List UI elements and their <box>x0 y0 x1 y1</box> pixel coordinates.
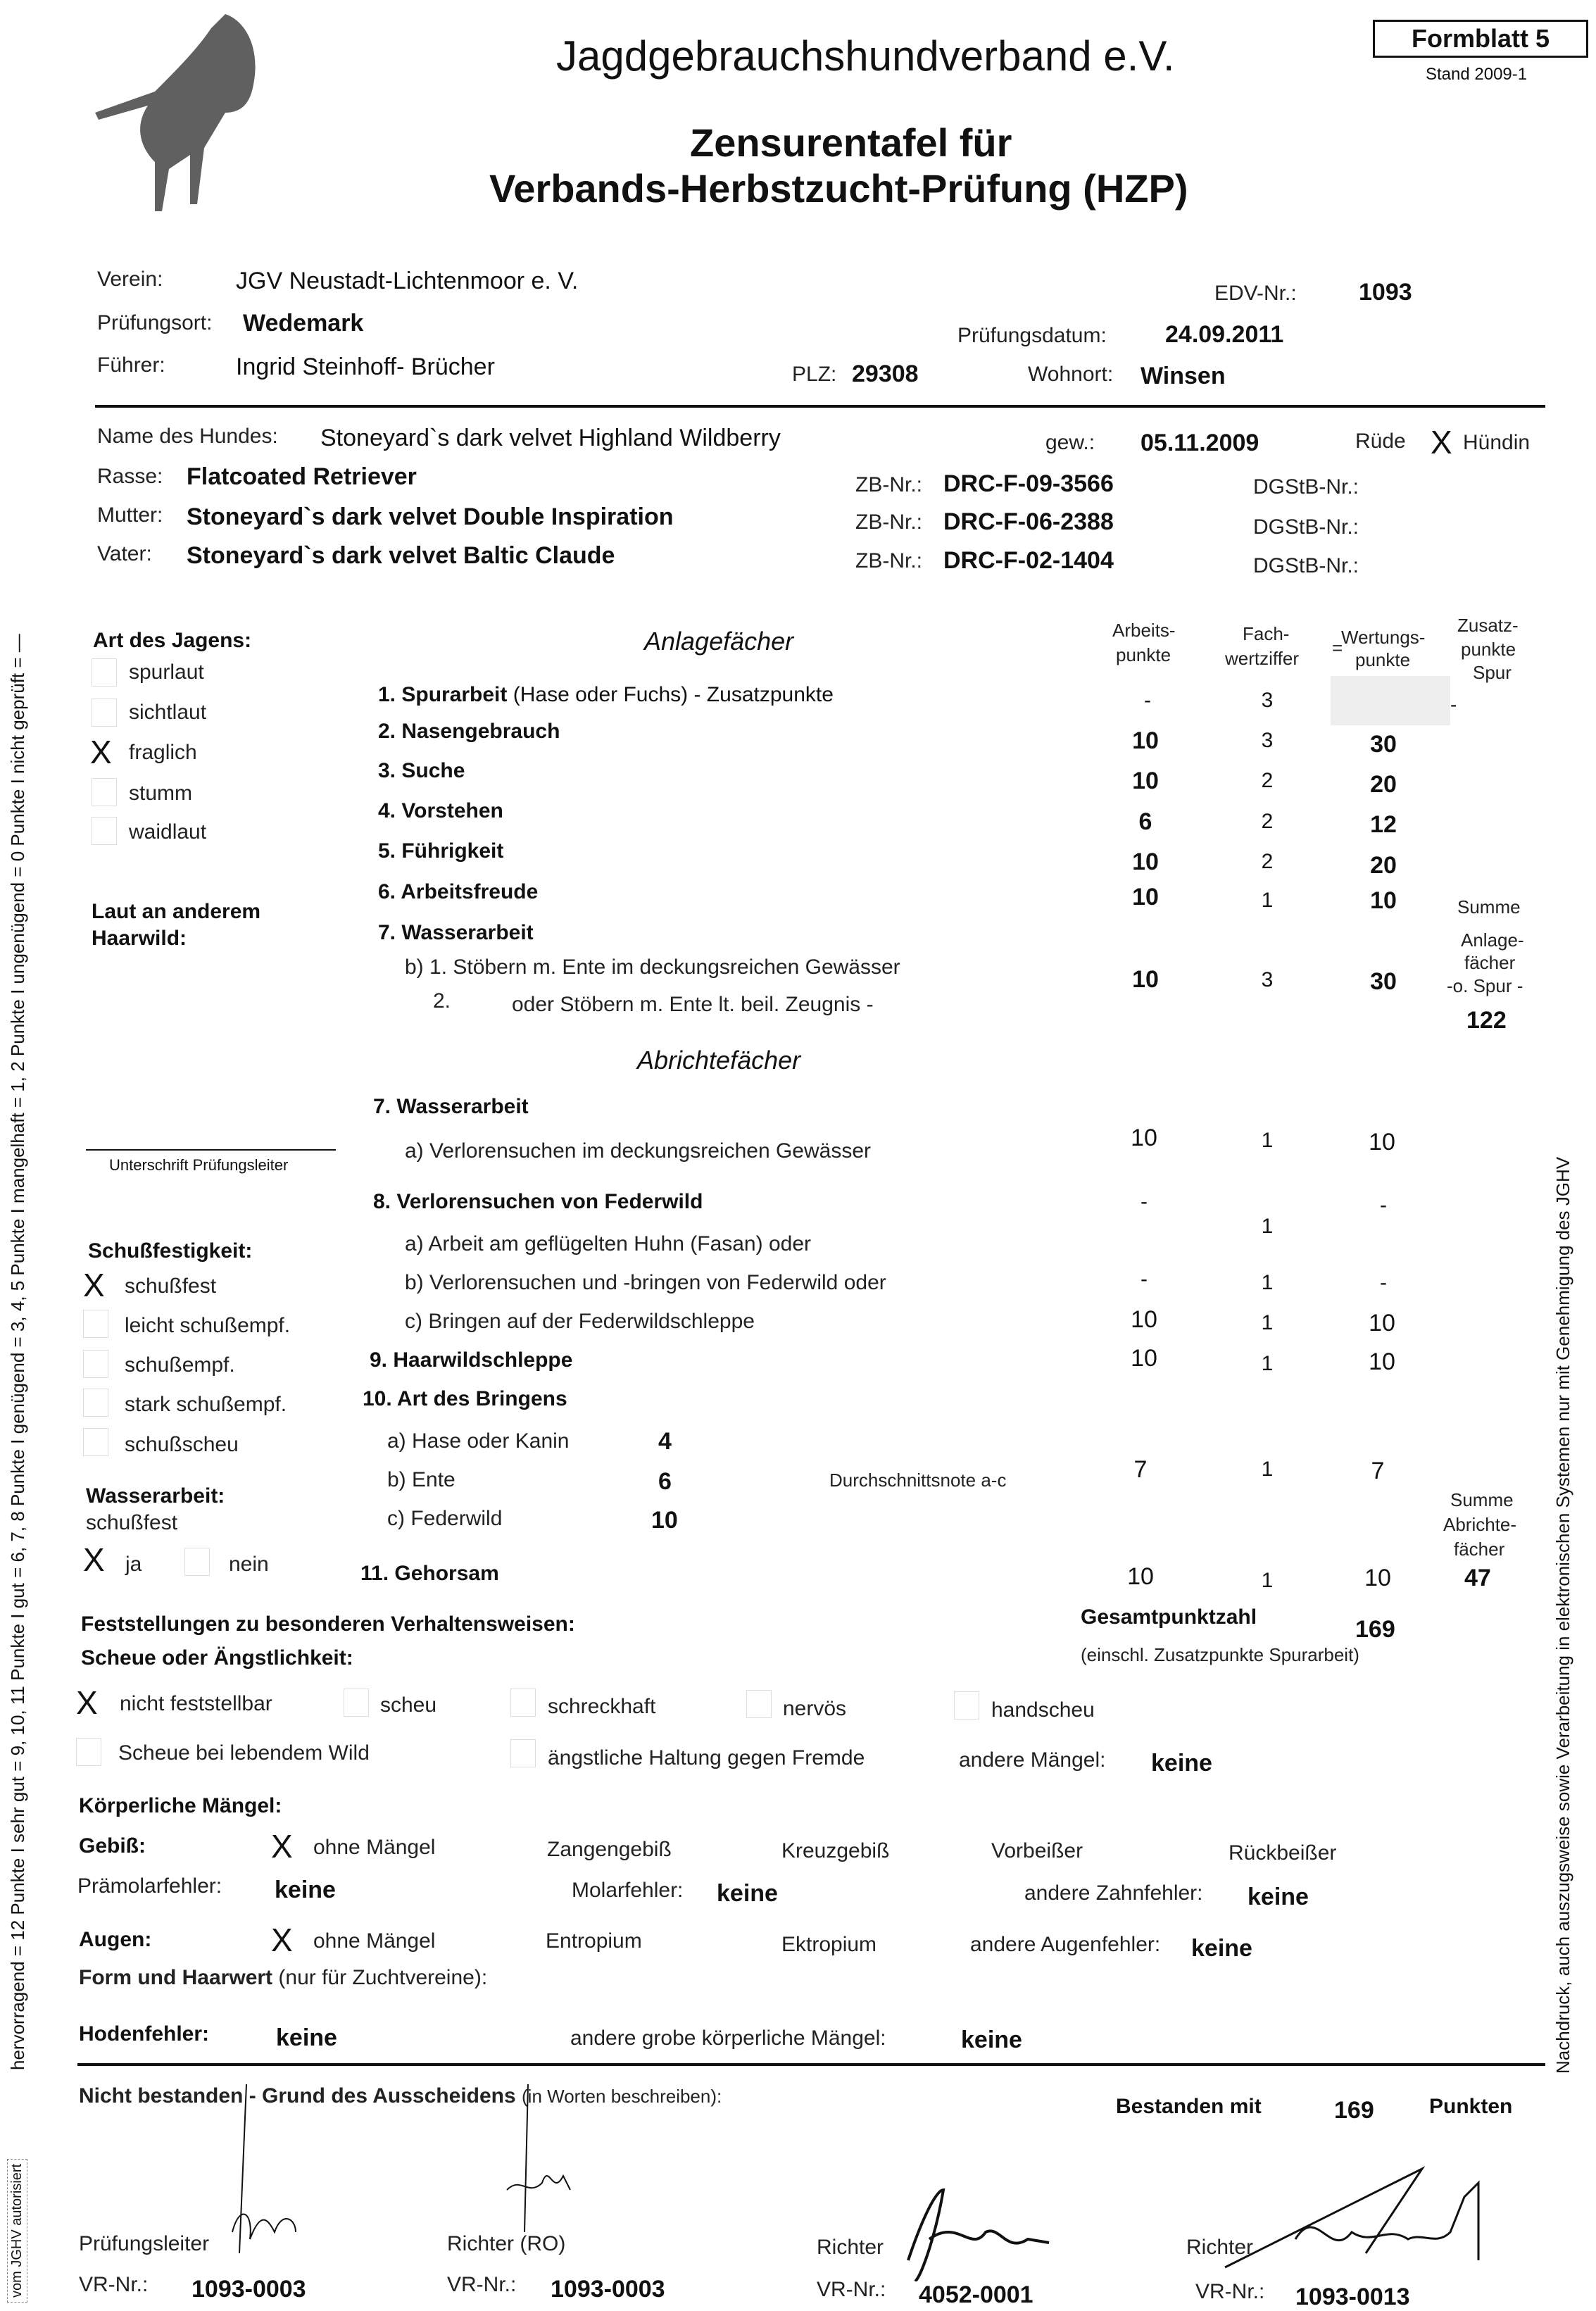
edv-label: EDV-Nr.: <box>1214 282 1297 305</box>
a10a-value: 4 <box>658 1428 672 1455</box>
role-richter-2: Richter <box>817 2236 884 2259</box>
dgstb-label-mutter: DGStB-Nr.: <box>1253 515 1359 539</box>
sichtlaut-label: sichtlaut <box>129 701 207 724</box>
title-line2: Verbands-Herbstzucht-Prüfung (HZP) <box>489 166 1188 211</box>
augen-ohne-maengel-checkbox-checked[interactable]: X <box>271 1922 293 1958</box>
nicht-feststellbar-checkbox-checked[interactable]: X <box>76 1684 98 1721</box>
gesamt-note: (einschl. Zusatzpunkte Spurarbeit) <box>1081 1644 1359 1665</box>
wasser-title: Wasserarbeit: <box>86 1484 225 1508</box>
zahn-label: andere Zahnfehler: <box>1024 1881 1203 1905</box>
signature-4-icon <box>1211 2141 1507 2281</box>
vr-value-4: 1093-0013 <box>1295 2284 1410 2310</box>
row-a8a: a) Arbeit am geflügelten Huhn (Fasan) oder <box>405 1232 811 1255</box>
row-a7: 7. Wasserarbeit <box>373 1095 529 1118</box>
r2-arbeit: 10 <box>1132 727 1159 754</box>
col-eq: = <box>1332 637 1343 658</box>
verein-label: Verein: <box>97 268 163 291</box>
a7a-arbeit: 10 <box>1131 1125 1157 1151</box>
org-name: Jagdgebrauchshundverband e.V. <box>556 32 1175 80</box>
row-7b2-num: 2. <box>433 989 451 1013</box>
handscheu-checkbox[interactable] <box>954 1691 979 1720</box>
r5-fach: 2 <box>1261 850 1274 873</box>
row-a10b: b) Ente <box>387 1468 455 1491</box>
r6-wertung: 10 <box>1370 887 1397 914</box>
r5-arbeit: 10 <box>1132 848 1159 875</box>
behavior-title: Feststellungen zu besonderen Verhaltensweisen: <box>81 1612 575 1636</box>
a8c-wertung: 10 <box>1369 1310 1395 1336</box>
r5-wertung: 20 <box>1370 852 1397 879</box>
summe-abricht-1: Summe <box>1450 1489 1514 1510</box>
spurlaut-checkbox[interactable] <box>92 658 117 687</box>
datum-label: Prüfungsdatum: <box>957 324 1107 347</box>
r4-wertung: 12 <box>1370 811 1397 838</box>
row-a11: 11. Gehorsam <box>360 1562 499 1585</box>
vr-label-3: VR-Nr.: <box>817 2278 886 2301</box>
r1-fach: 3 <box>1261 689 1274 712</box>
sichtlaut-checkbox[interactable] <box>92 699 117 727</box>
col-wertung-1: Wertungs- <box>1341 627 1426 648</box>
huendin-label: Hündin <box>1463 431 1531 454</box>
andere-maengel-value: keine <box>1151 1750 1212 1777</box>
zb-label-mutter: ZB-Nr.: <box>855 511 922 534</box>
row-a8: 8. Verlorensuchen von Federwild <box>373 1190 703 1213</box>
rasse-label: Rasse: <box>97 465 163 488</box>
role-richter-3: Richter <box>1186 2236 1254 2259</box>
r6-fach: 1 <box>1261 889 1274 912</box>
fremde-label: ängstliche Haltung gegen Fremde <box>548 1746 865 1770</box>
augen-andere-label: andere Augenfehler: <box>970 1933 1161 1956</box>
a10b-value: 6 <box>658 1468 672 1495</box>
row-7b1: b) 1. Stöbern m. Ente im deckungsreichen Gewässer <box>405 956 900 979</box>
signature-line <box>86 1149 336 1151</box>
zb-label-hund: ZB-Nr.: <box>855 473 922 496</box>
a8c-fach: 1 <box>1261 1311 1274 1334</box>
a8b-arbeit: - <box>1141 1267 1148 1291</box>
r3-arbeit: 10 <box>1132 768 1159 794</box>
bestanden-value: 169 <box>1334 2097 1374 2124</box>
summe-abricht-value: 47 <box>1464 1565 1491 1591</box>
grobe-value: keine <box>961 2027 1022 2053</box>
anlage-title: Anlagefächer <box>644 627 794 656</box>
mutter-label: Mutter: <box>97 503 163 527</box>
zangengebiss-label: Zangengebiß <box>547 1838 672 1861</box>
a10-wertung: 7 <box>1371 1458 1385 1484</box>
role-pruefungsleiter: Prüfungsleiter <box>79 2232 210 2255</box>
dgstb-label-vater: DGStB-Nr.: <box>1253 554 1359 577</box>
schussscheu-label: schußscheu <box>125 1433 239 1456</box>
row-spurarbeit: 1. Spurarbeit (Hase oder Fuchs) - Zusatzpunkte <box>378 683 834 706</box>
plz-value: 29308 <box>852 361 919 387</box>
r3-fach: 2 <box>1261 769 1274 792</box>
r4-fach: 2 <box>1261 810 1274 833</box>
r1-zusatz: - <box>1450 694 1457 715</box>
vr-value-3: 4052-0001 <box>919 2281 1033 2308</box>
r2-wertung: 30 <box>1370 731 1397 758</box>
stark-schussempf-checkbox[interactable] <box>83 1389 108 1417</box>
col-zusatz-1: Zusatz- <box>1457 615 1519 636</box>
datum-value: 24.09.2011 <box>1165 321 1284 348</box>
ja-checkbox-checked[interactable]: X <box>83 1541 105 1578</box>
stumm-checkbox[interactable] <box>92 778 117 806</box>
signature-1-icon <box>211 2077 324 2260</box>
waidlaut-label: waidlaut <box>129 820 207 844</box>
fuehrer-value: Ingrid Steinhoff- Brücher <box>236 353 495 380</box>
rueckbeisser-label: Rückbeißer <box>1229 1841 1337 1865</box>
schreckhaft-checkbox[interactable] <box>510 1689 536 1717</box>
praemolar-label: Prämolarfehler: <box>77 1874 222 1898</box>
grobe-label: andere grobe körperliche Mängel: <box>570 2027 886 2050</box>
gesamt-value: 169 <box>1355 1616 1395 1643</box>
ort-value: Wedemark <box>243 310 364 337</box>
spurlaut-label: spurlaut <box>129 660 204 684</box>
jghv-stamp: vom JGHV autorisiert <box>7 2159 27 2303</box>
a8c-arbeit: 10 <box>1131 1306 1157 1333</box>
row-a8c: c) Bringen auf der Federwildschleppe <box>405 1310 755 1333</box>
summe-abricht-3: fächer <box>1454 1539 1505 1560</box>
summe-abricht-2: Abrichte- <box>1443 1514 1517 1535</box>
r7b-fach: 3 <box>1261 968 1274 991</box>
molar-value: keine <box>717 1880 778 1907</box>
zb-vater-value: DRC-F-02-1404 <box>943 547 1114 574</box>
a7a-wertung: 10 <box>1369 1129 1395 1156</box>
dog-name-value: Stoneyard`s dark velvet Highland Wildberry <box>320 425 781 451</box>
nicht-feststellbar-label: nicht feststellbar <box>120 1692 272 1715</box>
r7b-arbeit: 10 <box>1132 966 1159 993</box>
rasse-value: Flatcoated Retriever <box>187 463 417 490</box>
a10-average-label: Durchschnittsnote a-c <box>829 1470 1007 1491</box>
row-a10a: a) Hase oder Kanin <box>387 1429 570 1453</box>
schreckhaft-label: schreckhaft <box>548 1695 656 1718</box>
a8-wertung: - <box>1380 1194 1387 1217</box>
molar-label: Molarfehler: <box>572 1879 684 1902</box>
row-7b2: oder Stöbern m. Ente lt. beil. Zeugnis - <box>512 993 874 1016</box>
gesamt-label: Gesamtpunktzahl <box>1081 1605 1257 1629</box>
summe-anlage-1: Summe <box>1457 896 1521 917</box>
schussfest-checkbox-checked[interactable]: X <box>83 1267 105 1303</box>
role-richter-ro: Richter (RO) <box>447 2232 566 2255</box>
dog-name-label: Name des Hundes: <box>97 425 278 448</box>
hoden-label: Hodenfehler: <box>79 2022 210 2046</box>
zb-label-vater: ZB-Nr.: <box>855 549 922 572</box>
nervoes-checkbox[interactable] <box>746 1690 772 1718</box>
summe-anlage-3: fächer <box>1464 952 1516 973</box>
leicht-schussempf-label: leicht schußempf. <box>125 1314 291 1337</box>
r7b-wertung: 30 <box>1370 968 1397 995</box>
schussscheu-checkbox[interactable] <box>83 1428 108 1456</box>
a11-fach: 1 <box>1261 1569 1274 1592</box>
fraglich-checkbox-checked[interactable]: X <box>90 734 112 770</box>
gebiss-ohne-maengel-label: ohne Mängel <box>313 1836 436 1859</box>
nein-checkbox[interactable] <box>184 1548 210 1576</box>
vr-label-1: VR-Nr.: <box>79 2273 149 2296</box>
augen-ohne-maengel-label: ohne Mängel <box>313 1929 436 1953</box>
a7a-fach: 1 <box>1261 1129 1274 1152</box>
row-fuehrigkeit: 5. Führigkeit <box>378 839 504 863</box>
ja-label: ja <box>125 1553 142 1576</box>
ort-label: Prüfungsort: <box>97 311 213 334</box>
andere-maengel-label: andere Mängel: <box>959 1748 1106 1772</box>
vr-value-2: 1093-0003 <box>551 2276 665 2303</box>
zb-mutter-value: DRC-F-06-2388 <box>943 508 1114 535</box>
mutter-value: Stoneyard`s dark velvet Double Inspiration <box>187 503 674 530</box>
schuss-title: Schußfestigkeit: <box>88 1239 253 1263</box>
row-a8b: b) Verlorensuchen und -bringen von Federwild oder <box>405 1271 886 1294</box>
vater-value: Stoneyard`s dark velvet Baltic Claude <box>187 542 615 569</box>
hoden-value: keine <box>276 2024 337 2051</box>
row-wasserarbeit: 7. Wasserarbeit <box>378 921 534 944</box>
signature-3-icon <box>894 2176 1063 2281</box>
a9-wertung: 10 <box>1369 1348 1395 1375</box>
augen-andere-value: keine <box>1191 1935 1252 1962</box>
col-fach-2: wertziffer <box>1225 648 1299 669</box>
wohnort-label: Wohnort: <box>1028 363 1114 386</box>
stand: Stand 2009-1 <box>1426 65 1528 84</box>
fuehrer-label: Führer: <box>97 353 165 377</box>
huendin-checkbox-checked[interactable]: X <box>1431 424 1452 461</box>
waidlaut-checkbox[interactable] <box>92 817 117 845</box>
summe-anlage-2: Anlage- <box>1461 929 1524 951</box>
col-zusatz-2: punkte <box>1461 639 1516 660</box>
scheue-wild-checkbox[interactable] <box>76 1738 101 1766</box>
fremde-checkbox[interactable] <box>510 1739 536 1767</box>
row-a10c: c) Federwild <box>387 1507 503 1530</box>
col-wertung-2: punkte <box>1355 649 1411 670</box>
fraglich-label: fraglich <box>129 741 197 764</box>
summe-anlage-4: -o. Spur - <box>1447 975 1523 996</box>
schussempf-checkbox[interactable] <box>83 1350 108 1378</box>
zb-hund-value: DRC-F-09-3566 <box>943 470 1114 497</box>
a8b-wertung: - <box>1380 1271 1387 1294</box>
r1-arbeit: - <box>1144 689 1151 712</box>
gew-value: 05.11.2009 <box>1141 430 1259 456</box>
copyright-margin: Nachdruck, auch auszugsweise sowie Verarbeitung in elektronischen Systemen nur mit Genehmigung des JGHV <box>1552 1156 1573 2074</box>
scheue-title: Scheue oder Ängstlichkeit: <box>81 1646 353 1670</box>
r1-wertung-shaded <box>1331 676 1450 725</box>
wasser-sub: schußfest <box>86 1511 178 1534</box>
gew-label: gew.: <box>1045 431 1095 454</box>
scheue-wild-label: Scheue bei lebendem Wild <box>118 1741 370 1765</box>
divider-1 <box>95 405 1545 408</box>
laut-title-1: Laut an anderem <box>92 900 261 923</box>
schussempf-label: schußempf. <box>125 1353 235 1377</box>
divider-2 <box>77 2063 1545 2066</box>
row-suche: 3. Suche <box>378 759 465 782</box>
summe-anlage-value: 122 <box>1466 1007 1507 1034</box>
a8b-fach: 1 <box>1261 1271 1274 1294</box>
dgstb-label-hund: DGStB-Nr.: <box>1253 475 1359 499</box>
vater-label: Vater: <box>97 542 152 565</box>
augen-label: Augen: <box>79 1928 152 1951</box>
stark-schussempf-label: stark schußempf. <box>125 1393 287 1416</box>
zahn-value: keine <box>1248 1884 1309 1910</box>
a10-arbeit: 7 <box>1133 1456 1148 1483</box>
nervoes-label: nervös <box>783 1697 847 1720</box>
verein-value: JGV Neustadt-Lichtenmoor e. V. <box>236 268 579 294</box>
col-arbeit-2: punkte <box>1116 644 1171 665</box>
vr-value-1: 1093-0003 <box>191 2276 306 2303</box>
nein-label: nein <box>229 1553 269 1576</box>
form-haarwert: Form und Haarwert (nur für Zuchtvereine): <box>79 1966 488 1989</box>
unterschrift-label: Unterschrift Prüfungsleiter <box>109 1156 289 1174</box>
col-arbeit-1: Arbeits- <box>1112 620 1176 641</box>
r6-arbeit: 10 <box>1132 884 1159 910</box>
handscheu-label: handscheu <box>991 1698 1095 1722</box>
vr-label-4: VR-Nr.: <box>1195 2280 1265 2303</box>
title-line1: Zensurentafel für <box>690 120 1012 165</box>
gebiss-ohne-maengel-checkbox-checked[interactable]: X <box>271 1828 293 1865</box>
col-fach-1: Fach- <box>1243 623 1290 644</box>
formblatt-box: Formblatt 5 <box>1373 20 1588 58</box>
laut-title-2: Haarwild: <box>92 927 187 950</box>
a8-fach: 1 <box>1261 1215 1274 1238</box>
grading-scale-margin: hervorragend = 12 Punkte I sehr gut = 9, 10, 11 Punkte I gut = 6, 7, 8 Punkte I genügend = 3, 4, 5 Punkte I mangelhaft = 1, 2 Punkte I ungenügend = 0 Punkte I nicht geprüft = — <box>7 634 28 2070</box>
a9-fach: 1 <box>1261 1352 1274 1375</box>
a11-arbeit: 10 <box>1127 1563 1154 1590</box>
row-a9: 9. Haarwildschleppe <box>370 1348 573 1372</box>
col-zusatz-3: Spur <box>1473 662 1512 683</box>
wohnort-value: Winsen <box>1141 363 1226 389</box>
r4-arbeit: 6 <box>1138 808 1152 835</box>
dog-logo-icon <box>84 7 282 218</box>
entropium-label: Entropium <box>546 1929 642 1953</box>
punkten-label: Punkten <box>1429 2095 1513 2118</box>
vorbeisser-label: Vorbeißer <box>991 1839 1083 1862</box>
row-vorstehen: 4. Vorstehen <box>378 799 503 822</box>
kreuzgebiss-label: Kreuzgebiß <box>781 1839 890 1862</box>
r3-wertung: 20 <box>1370 771 1397 798</box>
praemolar-value: keine <box>275 1877 336 1903</box>
gebiss-label: Gebiß: <box>79 1834 146 1858</box>
art-des-jagens-title: Art des Jagens: <box>93 629 252 652</box>
ektropium-label: Ektropium <box>781 1933 877 1956</box>
row-nasengebrauch: 2. Nasengebrauch <box>378 720 560 743</box>
row-a10: 10. Art des Bringens <box>363 1387 567 1410</box>
a8-arbeit: - <box>1141 1190 1148 1213</box>
leicht-schussempf-checkbox[interactable] <box>83 1310 108 1338</box>
stumm-label: stumm <box>129 782 192 805</box>
a10c-value: 10 <box>651 1507 678 1534</box>
scheu-checkbox[interactable] <box>344 1689 369 1717</box>
row-arbeitsfreude: 6. Arbeitsfreude <box>378 880 539 903</box>
abricht-title: Abrichtefächer <box>637 1046 801 1075</box>
ruede-label: Rüde <box>1355 430 1406 453</box>
physical-title: Körperliche Mängel: <box>79 1794 282 1817</box>
vr-label-2: VR-Nr.: <box>447 2273 517 2296</box>
r2-fach: 3 <box>1261 729 1274 752</box>
edv-value: 1093 <box>1359 279 1412 306</box>
scheu-label: scheu <box>380 1693 437 1717</box>
plz-label: PLZ: <box>792 363 837 386</box>
a9-arbeit: 10 <box>1131 1345 1157 1372</box>
signature-2-icon <box>486 2077 598 2239</box>
schussfest-label: schußfest <box>125 1275 217 1298</box>
nicht-bestanden: Nicht bestanden - Grund des Ausscheidens (in Worten beschreiben): <box>79 2084 722 2108</box>
a11-wertung: 10 <box>1364 1565 1391 1591</box>
row-a7a: a) Verlorensuchen im deckungsreichen Gewässer <box>405 1139 872 1163</box>
a10-fach: 1 <box>1261 1458 1274 1481</box>
bestanden-label: Bestanden mit <box>1116 2095 1262 2118</box>
